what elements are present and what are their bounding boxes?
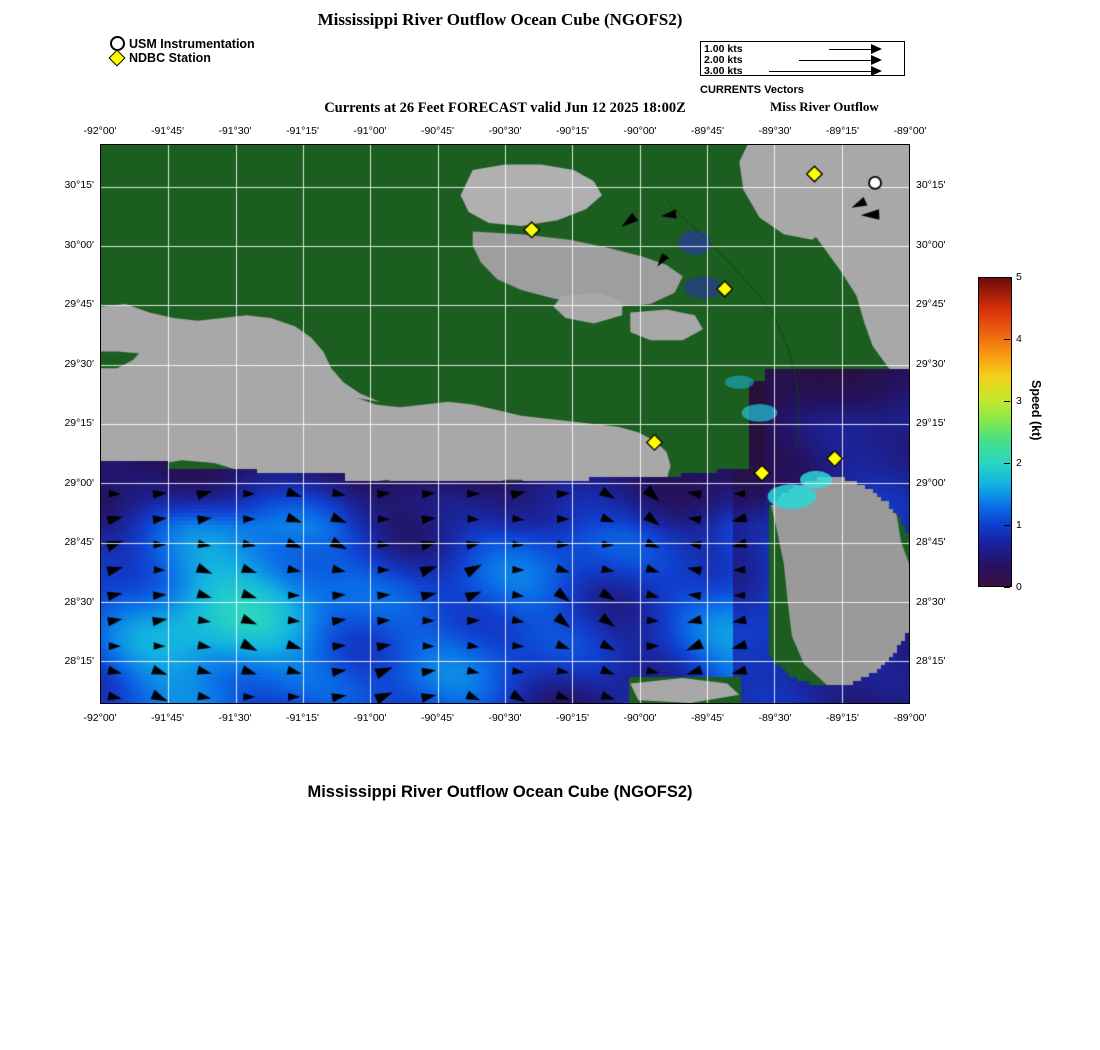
y-axis-label-left: 29°45' — [64, 298, 94, 310]
colorbar-title: Speed (kt) — [1029, 380, 1043, 441]
x-axis-label-top: -91°15' — [285, 125, 320, 137]
colorbar-tickmark — [1004, 401, 1010, 402]
x-axis-label-bottom: -89°15' — [825, 712, 860, 724]
vector-scale-key — [700, 41, 905, 76]
x-axis-label-bottom: -89°00' — [893, 712, 927, 724]
colorbar-tick-label: 3 — [1016, 395, 1022, 407]
map-raster — [101, 145, 909, 703]
x-axis-label-top: -91°45' — [150, 125, 185, 137]
colorbar — [978, 277, 1012, 587]
x-axis-label-top: -92°00' — [83, 125, 117, 137]
colorbar-tick-label: 4 — [1016, 333, 1022, 345]
x-axis-label-top: -89°00' — [893, 125, 927, 137]
colorbar-tickmark — [1004, 339, 1010, 340]
x-axis-label-top: -90°00' — [623, 125, 657, 137]
legend-item-ndbc — [108, 50, 211, 64]
x-axis-label-top: -89°15' — [825, 125, 860, 137]
colorbar-tick-label: 0 — [1016, 581, 1022, 593]
footer-title: Mississippi River Outflow Ocean Cube (NGOFS2) — [307, 783, 693, 801]
y-axis-label-right: 30°00' — [916, 238, 946, 251]
x-axis-label-top: -89°30' — [758, 125, 792, 137]
symbol-legend — [108, 36, 368, 68]
x-axis-label-top: -90°15' — [555, 125, 590, 137]
page-title: Mississippi River Outflow Ocean Cube (NGOFS2) — [317, 10, 683, 29]
map-region-label: Miss River Outflow — [770, 99, 879, 114]
legend-item-usm — [108, 36, 255, 50]
y-axis-label-right: 28°15' — [916, 655, 946, 667]
currents-vectors-caption: CURRENTS Vectors — [700, 84, 804, 96]
y-axis-label-left: 28°15' — [64, 655, 94, 667]
colorbar-tickmark — [1004, 587, 1010, 588]
x-axis-label-bottom: -91°45' — [150, 712, 185, 724]
y-axis-label-right: 28°45' — [916, 536, 946, 548]
x-axis-label-bottom: -91°30' — [218, 712, 252, 724]
colorbar-tickmark — [1004, 463, 1010, 464]
y-axis-label-left: 28°30' — [64, 595, 94, 608]
y-axis-label-right: 28°30' — [916, 595, 946, 608]
x-axis-label-bottom: -89°45' — [690, 712, 725, 724]
map-plot-area[interactable] — [100, 144, 910, 704]
vector-key-label-3: 3.00 kts — [704, 65, 743, 77]
x-axis-label-top: -91°00' — [353, 125, 387, 137]
x-axis-label-top: -91°30' — [218, 125, 252, 137]
x-axis-label-bottom: -89°30' — [758, 712, 792, 724]
x-axis-label-bottom: -91°00' — [353, 712, 387, 724]
y-axis-label-left: 30°00' — [64, 238, 94, 251]
diamond-icon — [108, 51, 126, 65]
x-axis-label-top: -90°30' — [488, 125, 522, 137]
y-axis-label-left: 29°00' — [64, 476, 94, 489]
x-axis-label-bottom: -90°15' — [555, 712, 590, 724]
y-axis-label-left: 29°30' — [64, 357, 94, 370]
legend-label-ndbc: NDBC Station — [129, 50, 211, 65]
colorbar-tick-label: 2 — [1016, 457, 1022, 469]
y-axis-label-left: 29°15' — [64, 417, 94, 429]
vector-key-row-3 — [701, 66, 904, 77]
y-axis-label-right: 29°15' — [916, 417, 946, 429]
x-axis-label-bottom: -90°45' — [420, 712, 455, 724]
x-axis-label-bottom: -91°15' — [285, 712, 320, 724]
vector-key-label-2: 2.00 kts — [704, 54, 743, 66]
x-axis-label-top: -90°45' — [420, 125, 455, 137]
y-axis-label-left: 28°45' — [64, 536, 94, 548]
x-axis-label-bottom: -92°00' — [83, 712, 117, 724]
colorbar-tick-label: 5 — [1016, 271, 1022, 283]
x-axis-label-bottom: -90°00' — [623, 712, 657, 724]
colorbar-tickmark — [1004, 525, 1010, 526]
legend-label-usm: USM Instrumentation — [129, 37, 255, 51]
colorbar-gradient — [978, 277, 1012, 587]
map-subtitle: Currents at 26 Feet FORECAST valid Jun 12 2025 18:00Z — [324, 100, 686, 116]
y-axis-label-right: 29°00' — [916, 476, 946, 489]
x-axis-label-top: -89°45' — [690, 125, 725, 137]
y-axis-label-right: 29°30' — [916, 357, 946, 370]
vector-key-label-1: 1.00 kts — [704, 43, 743, 55]
x-axis-label-bottom: -90°30' — [488, 712, 522, 724]
y-axis-label-left: 30°15' — [64, 179, 94, 191]
colorbar-tickmark — [1004, 277, 1010, 278]
y-axis-label-right: 29°45' — [916, 298, 946, 310]
y-axis-label-right: 30°15' — [916, 179, 946, 191]
colorbar-tick-label: 1 — [1016, 519, 1022, 531]
